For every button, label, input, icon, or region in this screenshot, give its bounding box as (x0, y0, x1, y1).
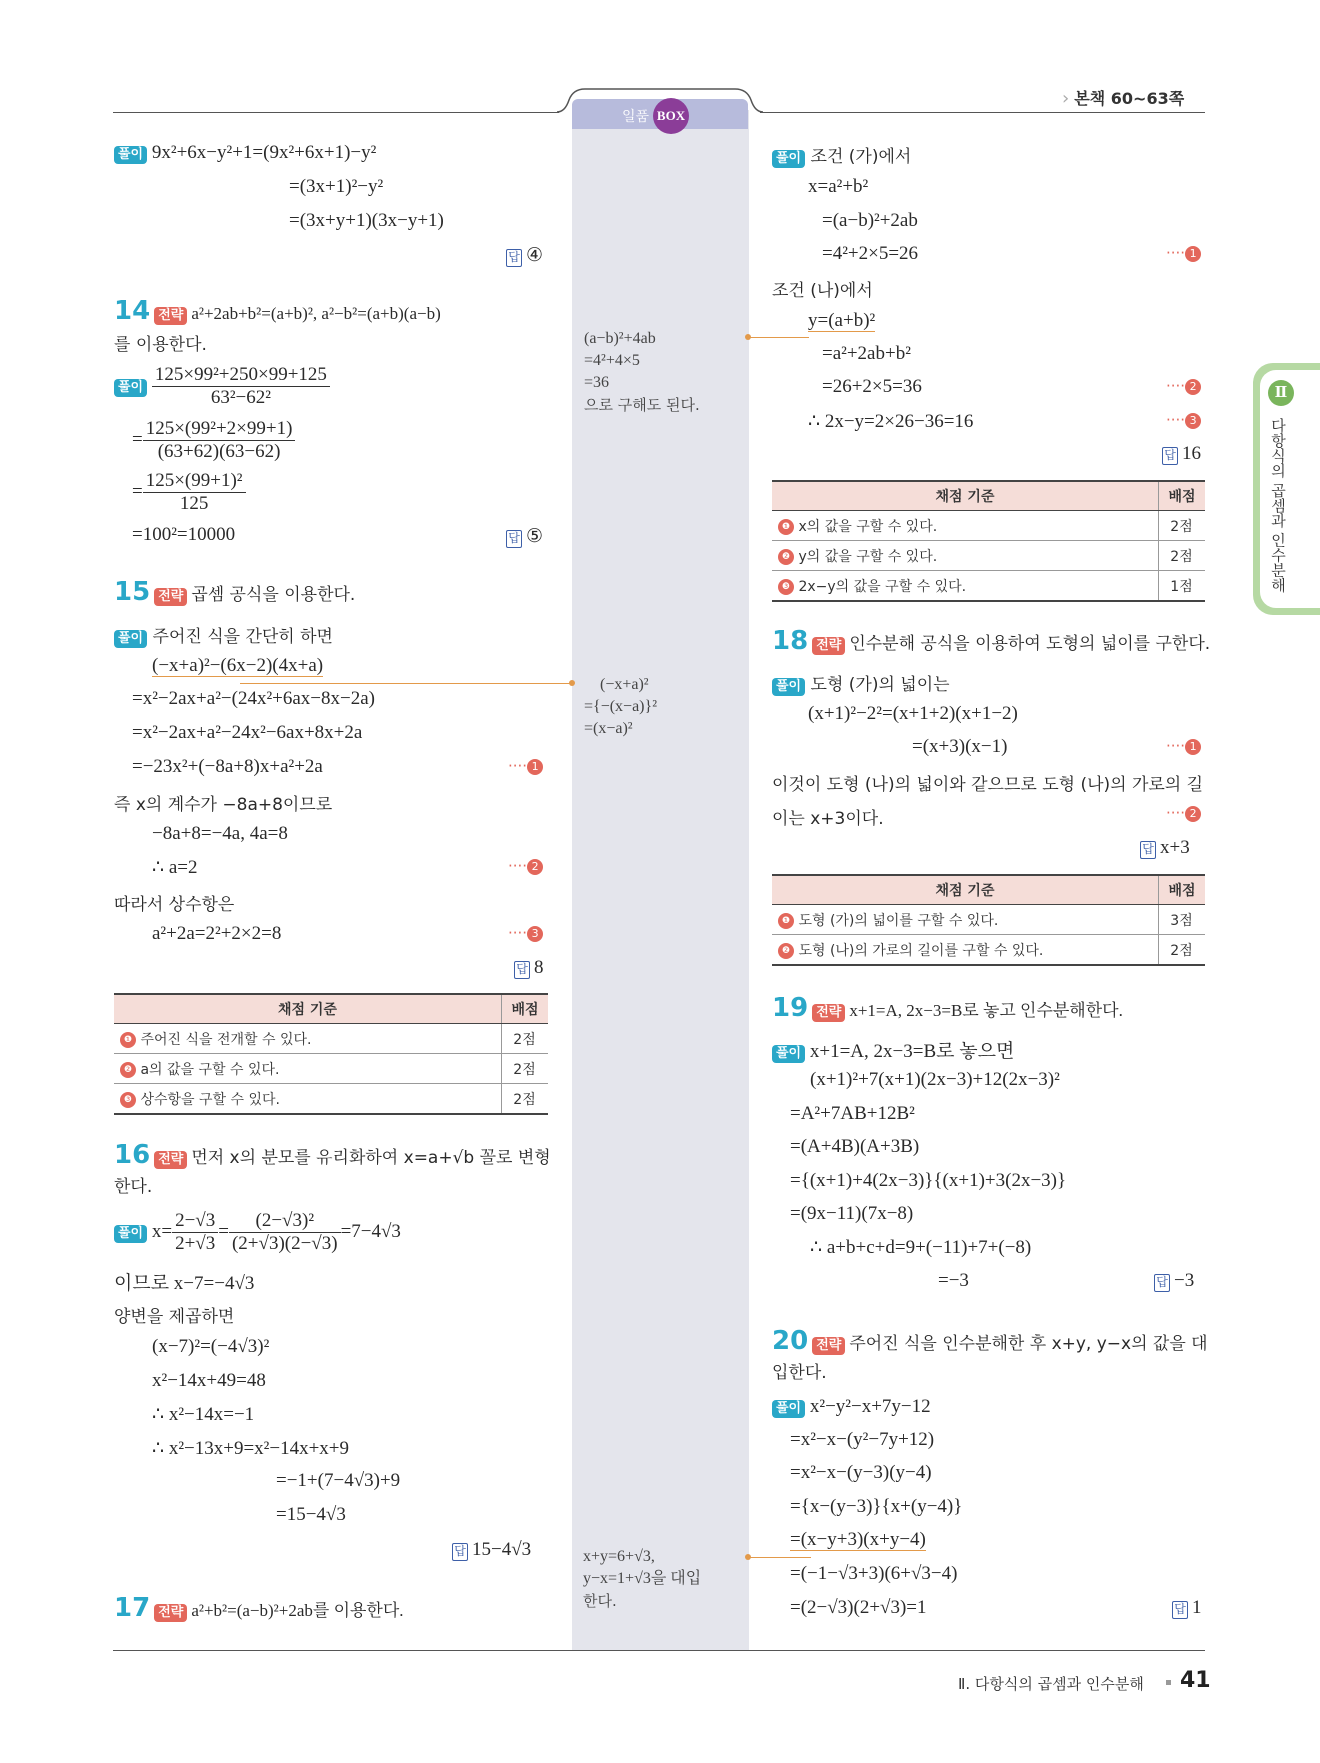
header-rule-left (113, 112, 559, 113)
criterion-mark: ❸ (120, 1092, 136, 1108)
solution-tag: 풀이 (772, 678, 805, 696)
p20-line1 (772, 1396, 931, 1418)
step-marker-2: ···· 2 (1166, 804, 1201, 823)
side-note-3 (583, 1546, 701, 1612)
p16-line7: ∴ x²−13x+9=x²−14x+x+9 (152, 1438, 350, 1459)
table-row (772, 905, 1205, 935)
step-marker-1: ···· 1 (1166, 244, 1201, 263)
p16-line9: =15−4√3 (276, 1504, 346, 1525)
p18-line1 (772, 670, 950, 696)
p15-answer (514, 957, 544, 979)
answer-tag: 답 (506, 530, 522, 548)
answer-tag: 답 (506, 249, 522, 267)
p15-line3: =x²−2ax+a²−24x²−6ax+8x+2a (132, 722, 363, 743)
solution-tag: 풀이 (772, 150, 805, 168)
box-badge: BOX (653, 98, 689, 134)
strategy-tag: 전략 (154, 1604, 187, 1622)
p18-line5: 이는 x+3이다. (772, 809, 884, 829)
points-header: 배점 (502, 994, 549, 1024)
side-note-1-line: 으로 구해도 된다. (584, 396, 700, 414)
note3-connector (749, 1557, 811, 1558)
section-ref (1062, 86, 1184, 109)
page-number: 41 (1180, 1668, 1211, 1693)
p19-intro: x+1=A, 2x−3=B로 놓으면 (809, 1041, 1015, 1062)
criterion-mark: ❸ (778, 579, 794, 595)
p17-r-line4: =4²+2×5=26 (822, 243, 919, 264)
side-note-2-line: ={−(x−a)}² (584, 698, 657, 715)
step-marker-1: ···· 1 (508, 757, 543, 776)
p15-line8: 따라서 상수항은 (114, 895, 235, 915)
p14-strategy2: 를 이용한다. (114, 335, 207, 355)
p19-answer-value: −3 (1174, 1270, 1195, 1291)
p17-r-line9: ∴ 2x−y=2×26−36=16 (808, 411, 974, 432)
p19-line6: =(9x−11)(7x−8) (790, 1203, 914, 1224)
p20-line3: =x²−x−(y−3)(y−4) (790, 1462, 932, 1483)
p16-strategy2: 한다. (114, 1177, 153, 1197)
p14-frac3-num: 125×(99+1)² (143, 470, 246, 493)
solution-tag: 풀이 (114, 146, 147, 164)
p14-line4: =100²=10000 (132, 524, 236, 545)
p19-line8: =−3 (938, 1270, 969, 1291)
points-header: 배점 (1159, 875, 1206, 905)
criterion-mark: ❷ (778, 549, 794, 565)
p16-answer-value: 15−4√3 (472, 1539, 532, 1560)
p18-intro: 도형 (가)의 넓이는 (810, 675, 950, 695)
p16-tail: =7−4√3 (340, 1220, 401, 1242)
p15-criteria-table (114, 993, 548, 1115)
criterion-points: 3점 (1159, 905, 1206, 935)
step-marker-3: ···· 3 (508, 924, 543, 943)
footer-rule (113, 1650, 1205, 1651)
p18-heading (772, 626, 1210, 656)
criterion-points: 2점 (1159, 511, 1206, 541)
criteria-header: 채점 기준 (772, 875, 1159, 905)
p17-heading (114, 1593, 404, 1623)
criterion-points: 1점 (1159, 571, 1206, 602)
strategy-tag: 전략 (154, 1151, 187, 1169)
side-note-3-line: 한다. (583, 1592, 617, 1610)
p13-line3: =(3x+y+1)(3x−y+1) (289, 210, 444, 231)
p17-r-line1 (772, 142, 911, 168)
p16-line2: 이므로 x−7=−4√3 (114, 1273, 255, 1294)
p15-line9: a²+2a=2²+2×2=8 (152, 923, 282, 944)
p19-answer (1154, 1270, 1194, 1292)
header-rule-right (760, 112, 1205, 113)
box-label: 일품 (622, 109, 650, 125)
p14-frac1-num: 125×99²+250×99+125 (152, 364, 330, 387)
p16-line6: ∴ x²−14x=−1 (152, 1404, 255, 1425)
side-note-1-line: =36 (584, 374, 610, 391)
p13-line2: =(3x+1)²−y² (289, 176, 384, 197)
p15-line7: ∴ a=2 (152, 857, 198, 878)
p13-eq1: 9x²+6x−y²+1=(9x²+6x+1)−y² (151, 142, 377, 163)
p17-answer-value: 16 (1182, 443, 1201, 464)
side-note-2-line: =(x−a)² (584, 720, 633, 737)
p14-line3: = $\frac{\text{125×(99+1)²}}{125}$ (132, 470, 246, 515)
p18-number: 18 (772, 626, 809, 656)
p20-strategy2: 입한다. (772, 1363, 827, 1383)
p16-frac1-den: 2+√3 (175, 1233, 216, 1254)
table-row (772, 935, 1205, 966)
p17-cond-a: 조건 (가)에서 (810, 147, 912, 167)
criterion-text: 2x−y의 값을 구할 수 있다. (798, 578, 967, 595)
p16-answer (452, 1539, 531, 1561)
p14-frac1-den: 63²−62² (210, 387, 271, 408)
p19-line1 (772, 1036, 1014, 1063)
p15-strategy: 곱셈 공식을 이용한다. (191, 585, 356, 605)
side-note-1-line: (a−b)²+4ab (584, 330, 656, 347)
p13-line1 (114, 142, 376, 164)
p15-line5: 즉 x의 계수가 −8a+8이므로 (114, 795, 333, 815)
p14-number: 14 (114, 296, 151, 326)
p17-r-line5: 조건 (나)에서 (772, 281, 873, 301)
p20-number: 20 (772, 1326, 809, 1356)
answer-tag: 답 (452, 1543, 468, 1561)
p14-line1 (114, 364, 330, 409)
p15-connector-dot (569, 680, 575, 686)
p19-line3: =A²+7AB+12B² (790, 1103, 915, 1124)
answer-tag: 답 (1172, 1601, 1188, 1619)
answer-tag: 답 (1162, 447, 1178, 465)
p14-frac2-den: (63+62)(63−62) (157, 441, 281, 462)
answer-tag: 답 (514, 961, 530, 979)
table-row (114, 1054, 548, 1084)
criteria-header: 채점 기준 (772, 481, 1159, 511)
p16-number: 16 (114, 1140, 151, 1170)
p17-r-line6 (808, 310, 875, 332)
p18-line3: =(x+3)(x−1) (912, 736, 1008, 757)
points-header: 배점 (1159, 481, 1206, 511)
p15-line1 (152, 655, 323, 677)
criterion-points: 2점 (1159, 541, 1206, 571)
table-row (114, 1024, 548, 1054)
p19-number: 19 (772, 993, 809, 1023)
solution-tag: 풀이 (772, 1400, 805, 1418)
p19-heading (772, 993, 1123, 1023)
p20-answer-value: 1 (1192, 1597, 1202, 1618)
p20-strategy: 주어진 식을 인수분해한 후 x+y, y−x의 값을 대 (849, 1334, 1208, 1354)
p18-strategy: 인수분해 공식을 이용하여 도형의 넓이를 구한다. (849, 634, 1211, 654)
side-note-1-line: =4²+4×5 (584, 352, 640, 369)
p19-line4: =(A+4B)(A+3B) (790, 1136, 920, 1157)
footer-chapter: Ⅱ. 다항식의 곱셈과 인수분해 (958, 1675, 1144, 1693)
criterion-mark: ❶ (120, 1032, 136, 1048)
criteria-header: 채점 기준 (114, 994, 502, 1024)
answer-tag: 답 (1140, 841, 1156, 859)
table-row (772, 571, 1205, 602)
p20-factored: =(x−y+3)(x+y−4) (790, 1529, 926, 1550)
step-marker-2: ···· 2 (508, 857, 543, 876)
p14-heading (114, 296, 441, 326)
p15-line6: −8a+8=−4a, 4a=8 (152, 823, 288, 844)
p16-x-eq: x= (151, 1220, 173, 1242)
p20-expr: x²−y²−x+7y−12 (809, 1396, 931, 1417)
p19-line2: (x+1)²+7(x+1)(2x−3)+12(2x−3)² (810, 1069, 1060, 1090)
p18-answer (1140, 837, 1190, 859)
p16-line1: 풀이 x= $\frac{2-√3}{2+√3}$ = $\frac{\text{(2−√3)²}}{(2+√3)(2-√3)}$ =7−4√3 (114, 1210, 401, 1255)
p19-line5: ={(x+1)+4(2x−3)}{(x+1)+3(2x−3)} (790, 1170, 1067, 1191)
solution-tag: 풀이 (114, 630, 147, 648)
criterion-text: 주어진 식을 전개할 수 있다. (140, 1031, 312, 1048)
chapter-roman: Ⅱ (1268, 380, 1294, 406)
p18-line2: (x+1)²−2²=(x+1+2)(x+1−2) (808, 703, 1018, 724)
p15-intro-text: 주어진 식을 간단히 하면 (152, 627, 333, 647)
criterion-mark: ❶ (778, 913, 794, 929)
criterion-text: x의 값을 구할 수 있다. (798, 518, 938, 535)
p20-line6: =(−1−√3+3)(6+√3−4) (790, 1563, 958, 1584)
p20-heading (772, 1326, 1208, 1356)
p20-line5 (790, 1529, 926, 1551)
criterion-text: 상수항을 구할 수 있다. (140, 1091, 280, 1108)
solution-tag: 풀이 (772, 1045, 805, 1063)
p17-r-line3: =(a−b)²+2ab (822, 210, 918, 231)
note1-connector (749, 337, 809, 338)
footer-separator (1166, 1680, 1171, 1685)
section-ref-text: 본책 60~63쪽 (1074, 89, 1185, 108)
p15-answer-value: 8 (534, 957, 544, 978)
chapter-side-title: 다항식의 곱셈과 인수분해 (1269, 418, 1287, 593)
p17-number: 17 (114, 1593, 151, 1623)
p20-line7: =(2−√3)(2+√3)=1 (790, 1597, 927, 1618)
p16-line4: (x−7)²=(−4√3)² (152, 1336, 270, 1357)
criterion-points: 2점 (502, 1024, 549, 1054)
p16-line8: =−1+(7−4√3)+9 (276, 1470, 401, 1491)
p15-connector (240, 683, 572, 684)
criterion-points: 2점 (502, 1084, 549, 1115)
p16-line5: x²−14x+49=48 (152, 1370, 266, 1391)
p20-line4: ={x−(y−3)}{x+(y−4)} (790, 1496, 963, 1517)
side-note-2 (584, 674, 657, 740)
strategy-tag: 전략 (154, 307, 187, 325)
p17-strategy: a²+b²=(a−b)²+2ab를 이용한다. (191, 1601, 404, 1620)
strategy-tag: 전략 (812, 1004, 845, 1022)
p14-frac3-den: 125 (179, 493, 209, 514)
p14-strategy: a²+2ab+b²=(a+b)², a²−b²=(a+b)(a−b) (191, 304, 441, 323)
strategy-tag: 전략 (154, 588, 187, 606)
side-note-3-line: x+y=6+√3, (583, 1548, 655, 1565)
criterion-text: 도형 (가)의 넓이를 구할 수 있다. (798, 912, 999, 929)
step-marker-3: ···· 3 (1166, 411, 1201, 430)
p16-strategy: 먼저 x의 분모를 유리화하여 x=a+√b 꼴로 변형 (191, 1148, 551, 1168)
criterion-mark: ❷ (120, 1062, 136, 1078)
strategy-tag: 전략 (812, 1337, 845, 1355)
p16-heading (114, 1140, 551, 1170)
p16-line3: 양변을 제곱하면 (114, 1307, 235, 1327)
p17-y-eq: y=(a+b)² (808, 310, 876, 331)
answer-tag: 답 (1154, 1274, 1170, 1292)
step-marker-2: ···· 2 (1166, 377, 1201, 396)
table-row (772, 511, 1205, 541)
p16-frac2-num: (2−√3)² (229, 1210, 341, 1233)
step-marker-1: ···· 1 (1166, 737, 1201, 756)
p16-frac1-num: 2−√3 (172, 1210, 218, 1233)
solution-tag: 풀이 (114, 379, 147, 397)
table-row (114, 1084, 548, 1115)
p19-line7: ∴ a+b+c+d=9+(−11)+7+(−8) (810, 1237, 1032, 1258)
p17-answer (1162, 443, 1201, 465)
chevron-right-icon: › (1062, 88, 1070, 109)
criterion-mark: ❷ (778, 943, 794, 959)
p20-answer (1172, 1597, 1202, 1619)
p17-r-line2: x=a²+b² (808, 176, 869, 197)
criterion-mark: ❶ (778, 519, 794, 535)
p18-criteria-table (772, 874, 1205, 966)
p15-line2: =x²−2ax+a²−(24x²+6ax−8x−2a) (132, 688, 375, 709)
p17-r-line8: =26+2×5=36 (822, 376, 922, 397)
p20-line2: =x²−x−(y²−7y+12) (790, 1429, 935, 1450)
strategy-tag: 전략 (812, 637, 845, 655)
table-row (772, 541, 1205, 571)
side-note-2-line: (−x+a)² (600, 676, 649, 693)
p13-answer (506, 244, 543, 267)
p15-heading (114, 577, 355, 607)
p14-answer (506, 525, 543, 548)
side-note-3-line: y−x=1+√3을 대입 (583, 1570, 702, 1587)
p15-eq1: (−x+a)²−(6x−2)(4x+a) (152, 655, 324, 676)
criterion-text: y의 값을 구할 수 있다. (798, 548, 938, 565)
p14-answer-value: ⑤ (526, 526, 544, 547)
p19-strategy: x+1=A, 2x−3=B로 놓고 인수분해한다. (849, 1001, 1123, 1020)
p15-number: 15 (114, 577, 151, 607)
p14-frac2-num: 125×(99²+2×99+1) (143, 418, 296, 441)
solution-tag: 풀이 (114, 1225, 147, 1243)
criterion-points: 2점 (1159, 935, 1206, 966)
criterion-text: 도형 (나)의 가로의 길이를 구할 수 있다. (798, 942, 1044, 959)
side-note-1 (584, 328, 700, 416)
criterion-text: a의 값을 구할 수 있다. (140, 1061, 280, 1078)
criterion-points: 2점 (502, 1054, 549, 1084)
p17-r-line7: =a²+2ab+b² (822, 343, 911, 364)
p13-answer-value: ④ (526, 245, 544, 266)
p14-line2: = $\frac{\text{125×(99²+2×99+1)}}{(63+62)(63-62)}$ (132, 418, 295, 463)
p18-answer-value: x+3 (1160, 837, 1190, 858)
p15-line4: =−23x²+(−8a+8)x+a²+2a (132, 756, 323, 777)
p17-criteria-table (772, 480, 1205, 602)
p18-line4: 이것이 도형 (나)의 넓이와 같으므로 도형 (나)의 가로의 길 (772, 775, 1204, 795)
p15-intro (114, 622, 333, 648)
p16-frac2-den: (2+√3)(2−√3) (231, 1233, 338, 1254)
